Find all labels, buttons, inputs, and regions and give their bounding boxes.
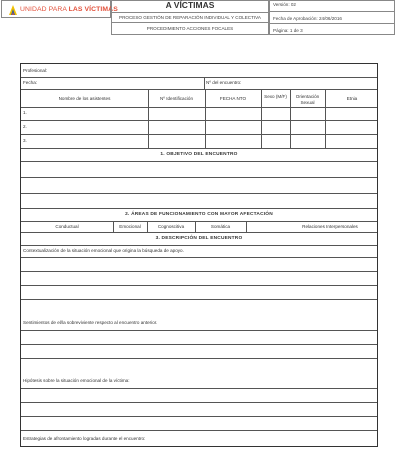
- attendee-row-1: 1.: [23, 110, 27, 115]
- prompt-hipotesis: Hipótesis sobre la situación emocional de la víctima:: [23, 378, 130, 383]
- row-line: [21, 161, 377, 162]
- col-line: [290, 89, 291, 148]
- row-line: [21, 416, 377, 417]
- logo-icon: [8, 4, 18, 16]
- row-line: [21, 134, 377, 135]
- section-areas-heading: 2. ÁREAS DE FUNCIONAMIENTO CON MAYOR AFECTACIÓN: [125, 212, 273, 217]
- header-right-cell: [269, 0, 395, 35]
- area-cognoscitiva: Cognoscitiva: [157, 224, 185, 229]
- row-line: [21, 77, 377, 78]
- row-line: [21, 221, 377, 222]
- header-center-cell: [111, 0, 269, 35]
- area-relaciones: Relaciones Interpersonales: [302, 224, 358, 229]
- col-line: [113, 221, 114, 232]
- col-header-identificacion: Nº Identificación: [159, 96, 194, 101]
- header-logo-cell: [1, 0, 118, 18]
- row-line: [21, 330, 377, 331]
- approval-date: Fecha de Aprobación: 24/06/2016: [273, 16, 342, 21]
- col-line: [261, 89, 262, 148]
- header-divider: [112, 12, 268, 13]
- logo-text: [20, 6, 118, 13]
- row-line: [21, 299, 377, 300]
- row-line: [21, 388, 377, 389]
- attendee-row-2: 2.: [23, 124, 27, 129]
- col-line: [325, 89, 326, 148]
- col-line: [246, 221, 247, 232]
- col-line: [205, 89, 206, 148]
- page-number: Página: 1 de 3: [273, 28, 303, 33]
- row-line: [21, 177, 377, 178]
- prompt-contextualizacion: Contextualización de la situación emocional que origina la búsqueda de apoyo.: [23, 248, 184, 253]
- col-line: [147, 221, 148, 232]
- header-divider: [112, 22, 268, 23]
- fecha-label: Fecha:: [23, 80, 38, 85]
- session-form: [20, 63, 378, 447]
- document-title: A VÍCTIMAS: [165, 0, 215, 10]
- col-line: [204, 77, 205, 89]
- col-line: [195, 221, 196, 232]
- area-somatica: Somática: [210, 224, 231, 229]
- logo-text-bold: LAS VÍCTIMAS: [68, 6, 118, 13]
- row-line: [21, 257, 377, 258]
- row-line: [21, 245, 377, 246]
- col-header-sexo: Sexo (M/F): [264, 94, 287, 99]
- row-line: [21, 271, 377, 272]
- row-line: [21, 148, 377, 149]
- col-header-nombre: Nombre de los asistentes: [58, 96, 111, 101]
- row-line: [21, 430, 377, 431]
- prompt-sentimientos: Sentimientos de el/la sobreviviente respecto al encuentro anterior.: [23, 320, 158, 325]
- row-line: [21, 402, 377, 403]
- col-header-orientacion: Orientación Sexual: [295, 94, 320, 105]
- header-divider: [270, 23, 394, 24]
- attendee-row-3: 3.: [23, 138, 27, 143]
- col-header-etnia: Etnia: [346, 96, 358, 101]
- row-line: [21, 358, 377, 359]
- row-line: [21, 107, 377, 108]
- prompt-estrategias: Estrategias de afrontamiento logradas durante el encuentro:: [23, 436, 146, 441]
- profesional-label: Profesional:: [23, 68, 48, 73]
- row-line: [21, 193, 377, 194]
- col-header-fecha-nto: FECHA NTO: [219, 96, 247, 101]
- row-line: [21, 232, 377, 233]
- row-line: [21, 208, 377, 209]
- encuentro-label: Nº del encuentro:: [206, 80, 242, 85]
- procedure-name: PROCEDIMIENTO ACCIONES FOCALES: [146, 26, 234, 31]
- section-descripcion-heading: 3. DESCRIPCIÓN DEL ENCUENTRO: [155, 236, 243, 241]
- version-label: Versión: 02: [273, 2, 296, 7]
- row-line: [21, 285, 377, 286]
- header-divider: [270, 11, 394, 12]
- row-line: [21, 89, 377, 90]
- row-line: [21, 120, 377, 121]
- area-conductual: Conductual: [55, 224, 79, 229]
- section-objetivo-heading: 1. OBJETIVO DEL ENCUENTRO: [160, 152, 238, 157]
- process-name: PROCESO GESTIÓN DE REPARACIÓN INDIVIDUAL Y COLECTIVA: [119, 15, 261, 20]
- area-emocional: Emocional: [119, 224, 141, 229]
- logo-text-light: UNIDAD PARA: [20, 6, 69, 13]
- row-line: [21, 344, 377, 345]
- col-line: [148, 89, 149, 148]
